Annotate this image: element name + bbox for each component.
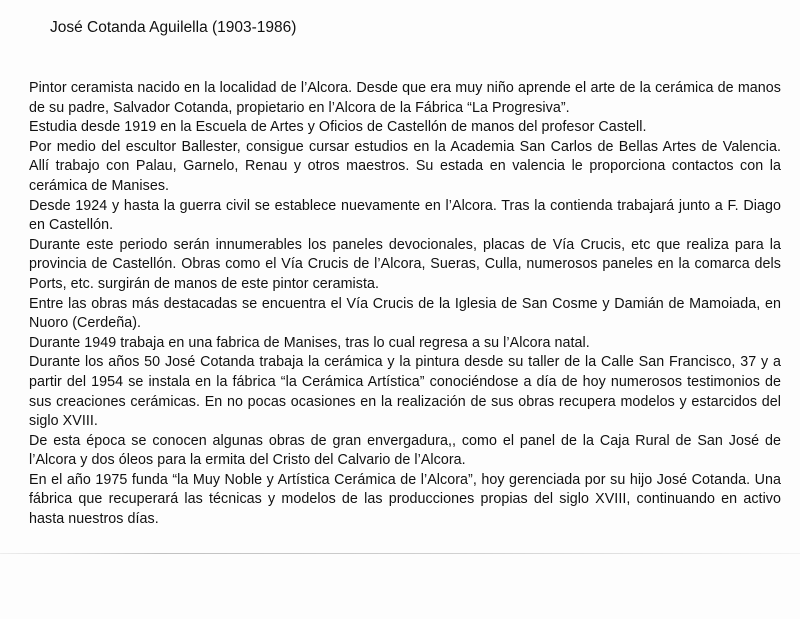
paragraph-studies-valencia: Por medio del escultor Ballester, consigue cursar estudios en la Academia San Carlos de Bellas Artes de Valencia. Allí trabajo con Palau, Garnelo, Renau y otros maestros. Su estada en valencia le proporciona contactos con la cerámica de Manises. [29,138,781,194]
paragraph-origins: Pintor ceramista nacido en la localidad de l’Alcora. Desde que era muy niño aprende el arte de la cerámica de manos de su padre, Salvador Cotanda, propietario en l’Alcora de la Fábrica “La Progresiva”. [29,80,781,116]
paragraph-studies-castellon: Estudia desde 1919 en la Escuela de Artes y Oficios de Castellón de manos del profesor Castell. [29,119,647,136]
paragraph-large-works: De esta época se conocen algunas obras de gran envergadura,, como el panel de la Caja Rural de San José de l’Alcora y dos óleos para la ermita del Cristo del Calvario de l’Alcora. [29,432,781,469]
paragraph-fifties-workshop: Durante los años 50 José Cotanda trabaja la cerámica y la pintura desde su taller de la Calle San Francisco, 37 y a partir del 1954 se instala en la fábrica “la Cerámica Artística” conociéndose a día de hoy numerosos testimonios de sus creaciones cerámicas. En no pocas ocasiones en la realización de sus obras recupera modelos y estarcidos del siglo XVIII. [29,354,781,430]
paragraph-manises-1949: Durante 1949 trabaja en una fabrica de Manises, tras lo cual regresa a su l’Alcora natal. [29,334,590,351]
paragraph-founding-1975: En el año 1975 funda “la Muy Noble y Artística Cerámica de l’Alcora”, hoy gerenciada por su hijo José Cotanda. Una fábrica que recuperará las técnicas y modelos de las producciones propias del siglo XVIII, continuando en activo hasta nuestros días. [29,471,781,528]
paragraph-return-alcora: Desde 1924 y hasta la guerra civil se establece nuevamente en l’Alcora. Tras la contienda trabajará junto a F. Diago en Castellón. [29,197,781,234]
paragraph-notable-works: Entre las obras más destacadas se encuentra el Vía Crucis de la Iglesia de San Cosme y Damián de Mamoiada, en Nuoro (Cerdeña). [29,295,781,332]
document-title: José Cotanda Aguilella (1903-1986) [50,19,297,36]
scan-edge-divider [0,553,800,554]
paragraph-devotional-panels: Durante este periodo serán innumerables los paneles devocionales, placas de Vía Crucis, etc que realiza para la provincia de Castellón. Obras como el Vía Crucis de l’Alcora, Sueras, Culla, numerosos paneles en la comarca dels Ports, etc. surgirán de manos de este pintor ceramista. [29,236,781,292]
biography-body [29,79,781,530]
